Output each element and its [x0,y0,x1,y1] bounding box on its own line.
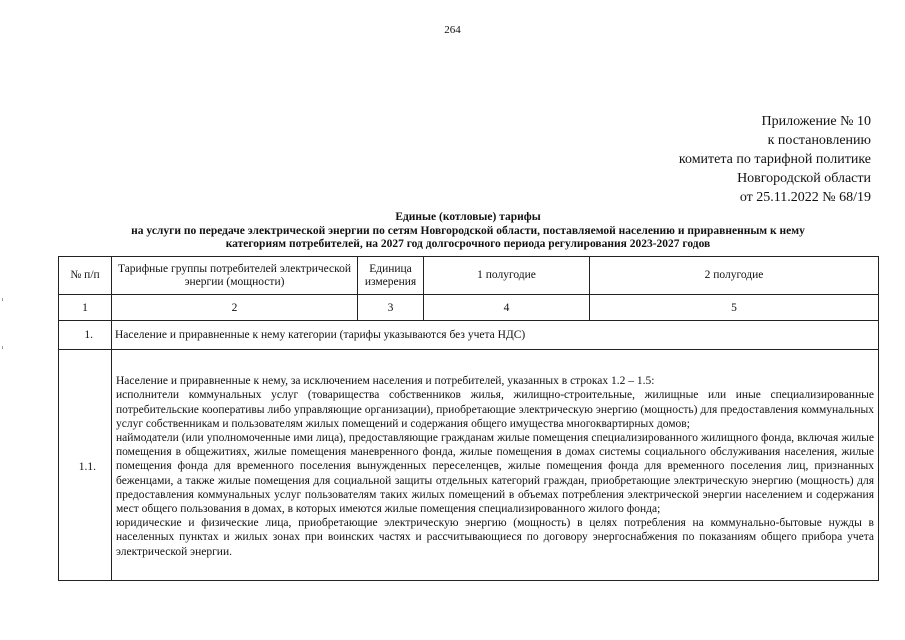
annex-line: от 25.11.2022 № 68/19 [739,190,871,205]
table-row [59,321,879,350]
header-cell-group: Тарифные группы потребителей электрической энергии (мощности) [112,257,358,295]
table-header-row [59,257,879,295]
annex-line: Приложение № 10 [761,114,871,129]
annex-header [679,112,871,207]
row-description [112,350,879,581]
document-title [58,211,878,252]
annex-line: Новгородской области [737,171,871,186]
title-line: категориям потребителей, на 2027 год долгосрочного периода регулирования 2023-2027 годов [225,238,711,250]
column-number-row [59,295,879,321]
row-paragraph: юридические и физические лица, приобретающие электрическую энергию (мощность) в целях потребления на коммунально-бытовые нужды в населенных пунктах и жилых зонах при воинских частях и рассчитывающиеся по договору энергоснабжения по показаниям общего прибора учета электрической энергии. [116,517,874,558]
tariff-table [58,256,879,581]
header-cell-unit: Единица измерения [358,257,424,295]
row-number: 1.1. [59,350,112,581]
row-number: 1. [59,321,112,350]
row-paragraph: наймодатели (или уполномоченные ими лица), предоставляющие гражданам жилые помещения специализированного жилищного фонда, включая жилые помещения в общежитиях, жилые помещения маневренного фонда, жилые помещения в домах системы социального обслуживания населения, жилые помещения фонда для временного поселения вынужденных переселенцев, жилые помещения фонда для временного поселения лиц, признанных беженцами, а также жилые помещения для социальной защиты отдельных категорий граждан, приобретающие электрическую энергию (мощность) для предоставления коммунальных услуг пользователям таких жилых помещений в объемах потребления электрической энергии населением и содержания мест общего пользования в домах, в которых имеются жилые помещения специализированного жилого фонда; [116,431,874,515]
title-line: на услуги по передаче электрической энергии по сетям Новгородской области, поставляемой населению и приравненным к нему [131,224,805,237]
row-paragraph: исполнители коммунальных услуг (товарищества собственников жилья, жилищно-строительные, жилищные или иные специализированные потребительские кооперативы либо управляющие организации), приобретающие электрическую энергию (мощность) для предоставления коммунальных услуг собственникам и пользователям жилых помещений и содержания общего имущества многоквартирных домов; [116,389,874,430]
column-number: 2 [112,295,358,321]
column-number: 4 [424,295,590,321]
title-line: Единые (котловые) тарифы [395,211,541,223]
scan-mark [2,346,3,349]
column-number: 5 [590,295,879,321]
column-number: 3 [358,295,424,321]
column-number: 1 [59,295,112,321]
table-row [59,350,879,581]
header-cell-half1: 1 полугодие [424,257,590,295]
header-cell-num: № п/п [59,257,112,295]
header-cell-half2: 2 полугодие [590,257,879,295]
row-heading: Население и приравненные к нему, за исключением населения и потребителей, указанных в строках 1.2 – 1.5: [116,375,655,388]
annex-line: комитета по тарифной политике [678,152,871,167]
row-description: Население и приравненные к нему категории (тарифы указываются без учета НДС) [112,321,879,350]
scan-mark [2,298,3,301]
annex-line: к постановлению [767,133,871,148]
page-number: 264 [444,24,461,36]
